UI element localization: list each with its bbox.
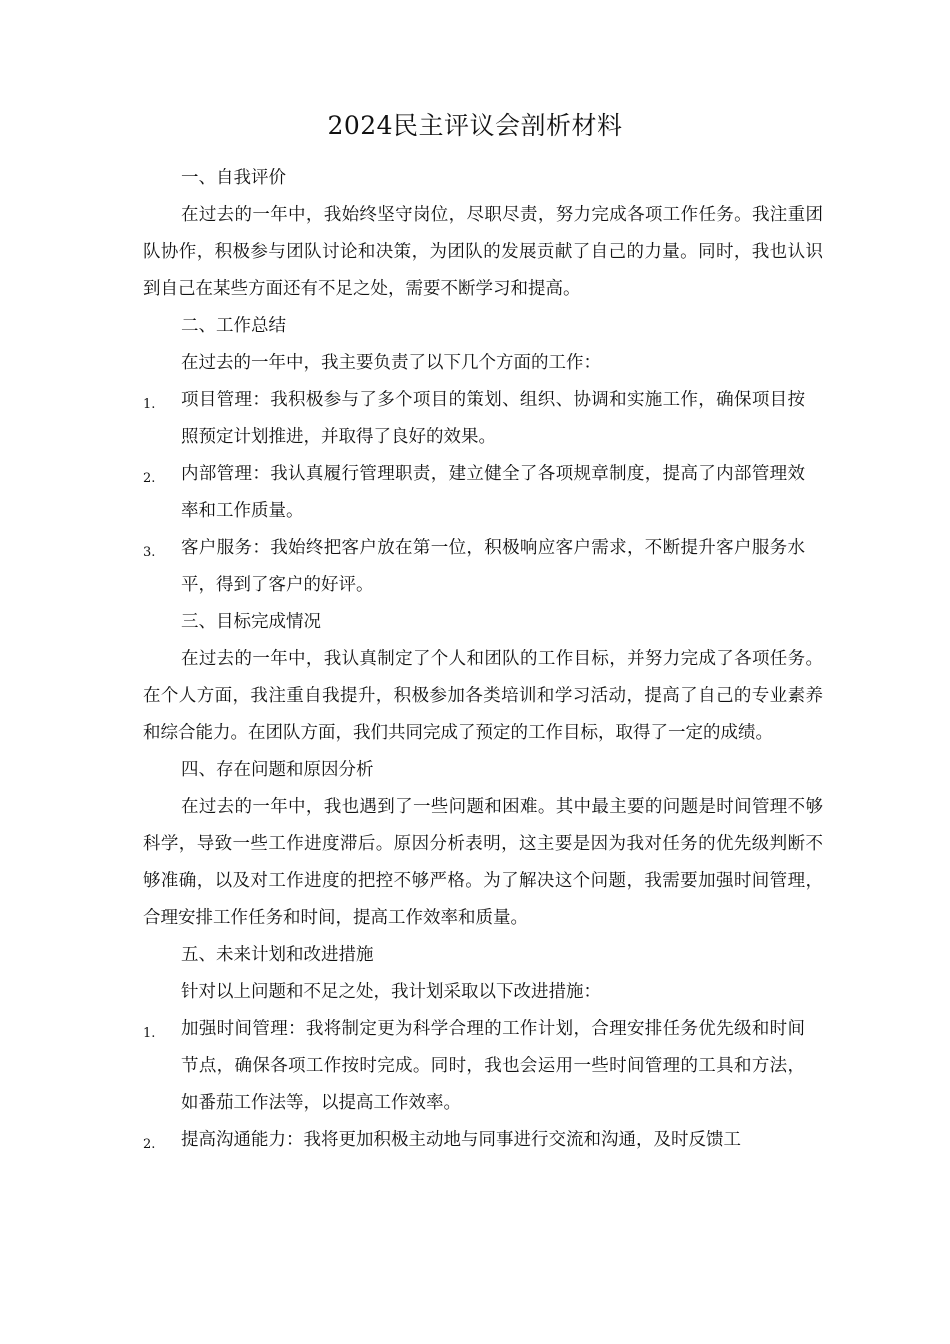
section-heading-future-plan: 五、未来计划和改进措施 — [181, 945, 374, 965]
list-item — [143, 382, 823, 456]
section-intro-future-plan: 针对以上问题和不足之处，我计划采取以下改进措施： — [181, 982, 601, 1002]
list-item-number: 2. — [143, 1137, 156, 1152]
section-heading-problems-analysis: 四、存在问题和原因分析 — [181, 760, 374, 780]
future-plan-list — [143, 1011, 823, 1159]
list-item — [143, 456, 823, 530]
list-item-text: 内部管理：我认真履行管理职责，建立健全了各项规章制度，提高了内部管理效率和工作质量。 — [181, 464, 805, 521]
list-item — [143, 1122, 823, 1159]
section-heading-goal-completion: 三、目标完成情况 — [181, 612, 321, 632]
list-item-text: 加强时间管理：我将制定更为科学合理的工作计划，合理安排任务优先级和时间节点，确保各项工作按时完成。同时，我也会运用一些时间管理的工具和方法，如番茄工作法等，以提高工作效率。 — [181, 1019, 805, 1113]
list-item-number: 1. — [143, 397, 156, 412]
list-item-text: 项目管理：我积极参与了多个项目的策划、组织、协调和实施工作，确保项目按照预定计划推进，并取得了良好的效果。 — [181, 390, 805, 447]
section-paragraph-self-evaluation: 在过去的一年中，我始终坚守岗位，尽职尽责，努力完成各项工作任务。我注重团队协作，积极参与团队讨论和决策，为团队的发展贡献了自己的力量。同时，我也认识到自己在某些方面还有不足之处，需要不断学习和提高。 — [143, 205, 823, 299]
list-item — [143, 530, 823, 604]
section-paragraph-goal-completion: 在过去的一年中，我认真制定了个人和团队的工作目标，并努力完成了各项任务。在个人方面，我注重自我提升，积极参加各类培训和学习活动，提高了自己的专业素养和综合能力。在团队方面，我们共同完成了预定的工作目标，取得了一定的成绩。 — [143, 649, 823, 743]
section-paragraph-problems-analysis: 在过去的一年中，我也遇到了一些问题和困难。其中最主要的问题是时间管理不够科学，导致一些工作进度滞后。原因分析表明，这主要是因为我对任务的优先级判断不够准确，以及对工作进度的把控不够严格。为了解决这个问题，我需要加强时间管理，合理安排工作任务和时间，提高工作效率和质量。 — [143, 797, 823, 928]
list-item-number: 3. — [143, 545, 156, 560]
list-item-number: 2. — [143, 471, 156, 486]
list-item-text: 提高沟通能力：我将更加积极主动地与同事进行交流和沟通，及时反馈工 — [181, 1130, 741, 1150]
section-heading-work-summary: 二、工作总结 — [181, 316, 286, 336]
work-summary-list — [143, 382, 823, 604]
document-title: 2024民主评议会剖析材料 — [327, 111, 623, 140]
section-intro-work-summary: 在过去的一年中，我主要负责了以下几个方面的工作： — [181, 353, 601, 373]
document-body — [143, 160, 823, 1159]
list-item — [143, 1011, 823, 1122]
list-item-number: 1. — [143, 1026, 156, 1041]
list-item-text: 客户服务：我始终把客户放在第一位，积极响应客户需求，不断提升客户服务水平，得到了客户的好评。 — [181, 538, 805, 595]
section-heading-self-evaluation: 一、自我评价 — [181, 168, 286, 188]
